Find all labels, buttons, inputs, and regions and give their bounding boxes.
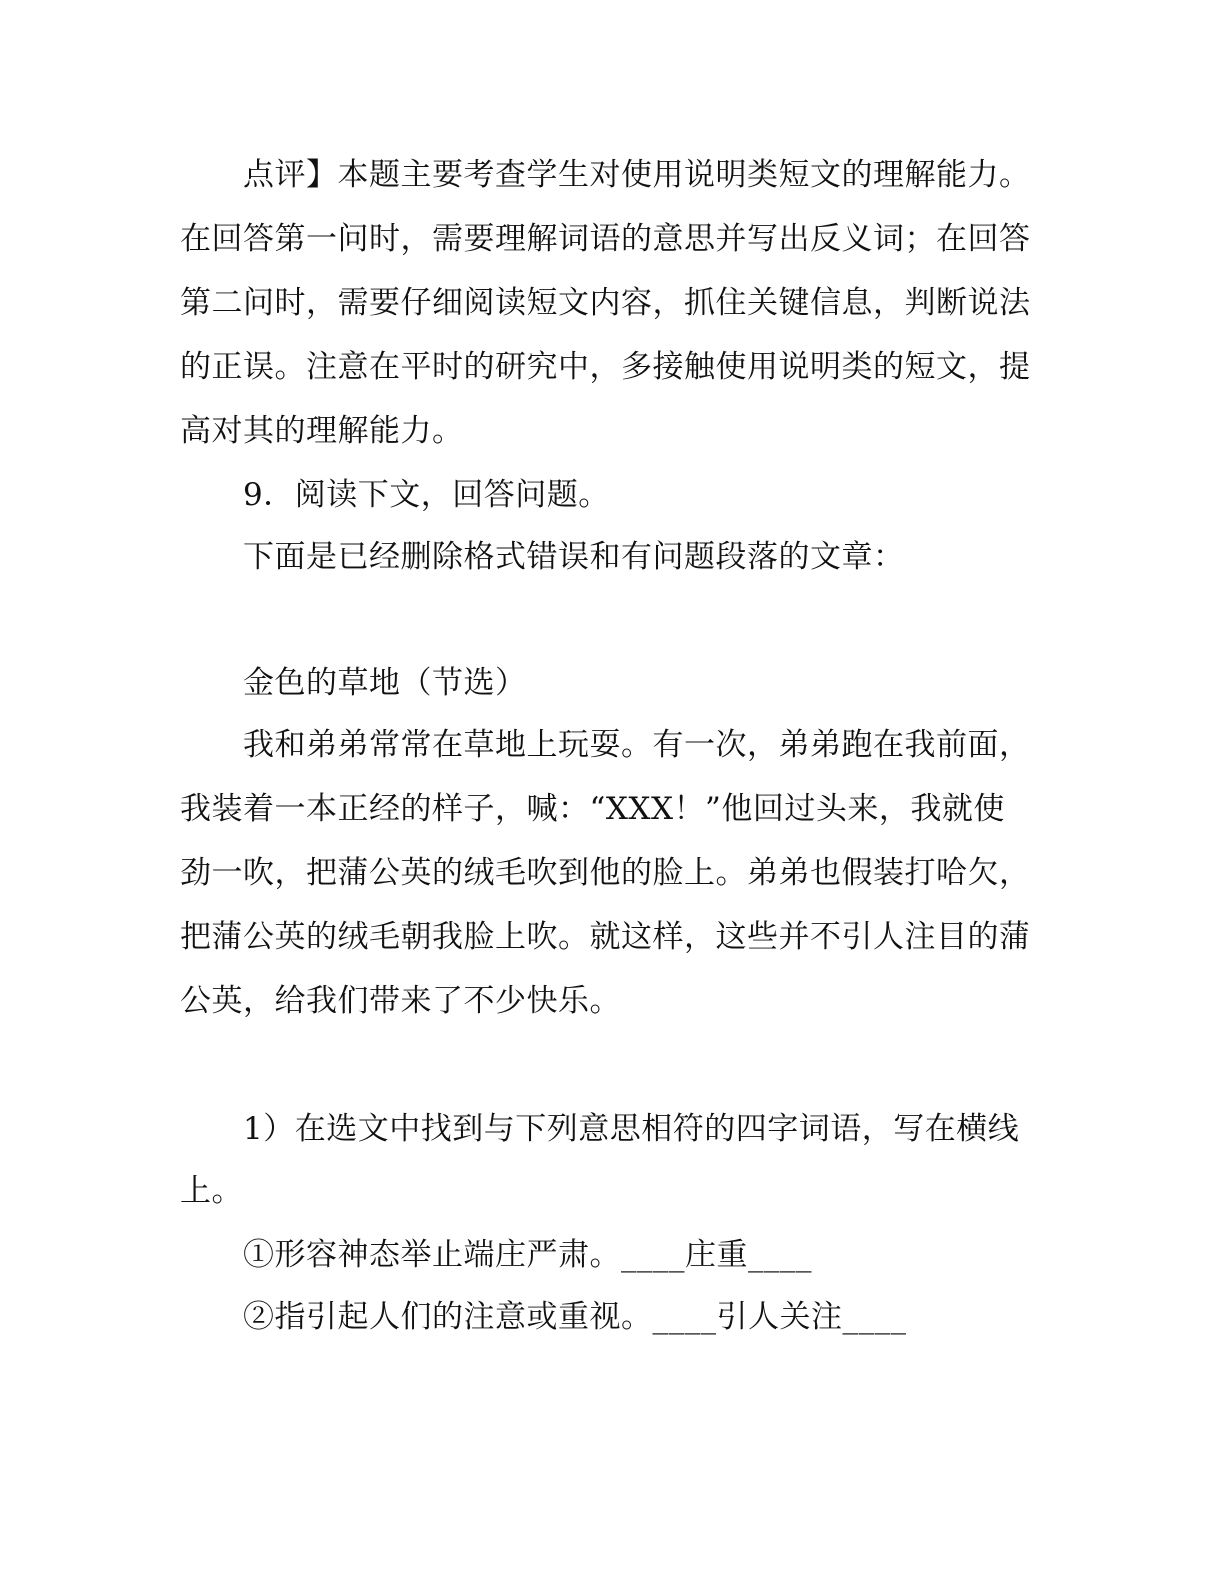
- passage-line-3: 劲一吹，把蒲公英的绒毛吹到他的脸上。弟弟也假装打哈欠，: [180, 855, 1031, 891]
- passage-line-2: 我装着一本正经的样子，喊：“XXX！”他回过头来，我就使: [180, 791, 1005, 827]
- passage-title: 金色的草地（节选）: [243, 665, 527, 701]
- comment-line-3: 第二问时，需要仔细阅读短文内容，抓住关键信息，判断说法: [180, 285, 1031, 321]
- passage-line-5: 公英，给我们带来了不少快乐。: [180, 983, 621, 1019]
- comment-line-2: 在回答第一问时，需要理解词语的意思并写出反义词；在回答: [180, 221, 1031, 257]
- passage-line-4: 把蒲公英的绒毛朝我脸上吹。就这样，这些并不引人注目的蒲: [180, 919, 1031, 955]
- question-heading: 9．阅读下文，回答问题。: [243, 477, 610, 513]
- answer-item-2: ②指引起人们的注意或重视。____引人关注____: [243, 1299, 907, 1335]
- sub-question-line-1: 1）在选文中找到与下列意思相符的四字词语，写在横线: [243, 1111, 1020, 1147]
- comment-line-5: 高对其的理解能力。: [180, 413, 464, 449]
- comment-line-4: 的正误。注意在平时的研究中，多接触使用说明类的短文，提: [180, 349, 1031, 385]
- comment-line-1: 点评】本题主要考查学生对使用说明类短文的理解能力。: [243, 157, 1031, 193]
- answer-item-1: ①形容神态举止端庄严肃。____庄重____: [243, 1237, 812, 1273]
- intro-line: 下面是已经删除格式错误和有问题段落的文章：: [243, 539, 905, 575]
- sub-question-line-2: 上。: [180, 1173, 243, 1209]
- passage-line-1: 我和弟弟常常在草地上玩耍。有一次，弟弟跑在我前面，: [243, 727, 1031, 763]
